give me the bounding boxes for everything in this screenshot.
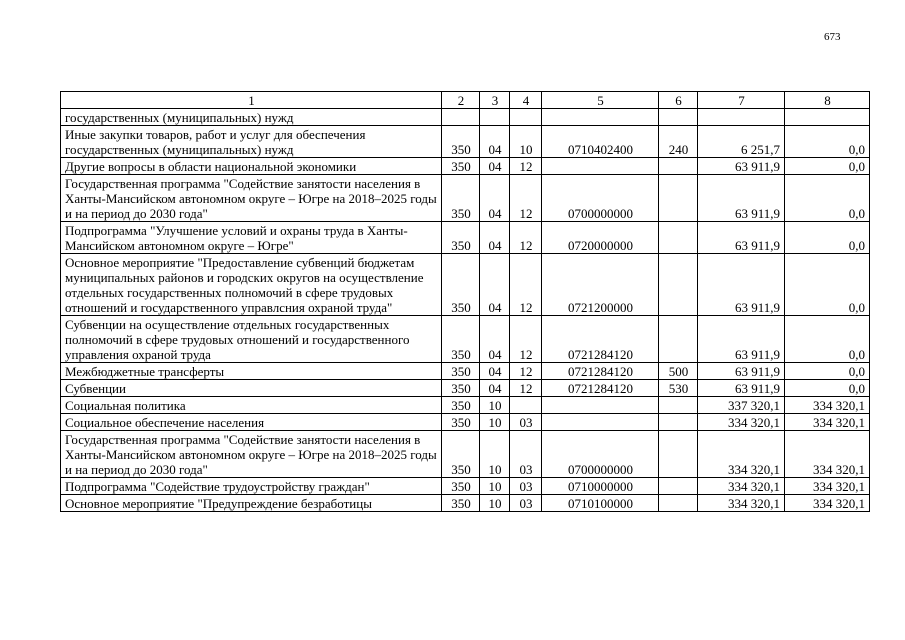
row-amount-1: 334 320,1: [698, 431, 785, 478]
row-subsection: 12: [510, 254, 542, 316]
row-amount-2: 0,0: [785, 363, 870, 380]
row-amount-2: 0,0: [785, 158, 870, 175]
row-expense-type: 500: [659, 363, 698, 380]
row-admin-code: [442, 109, 480, 126]
table-row: [61, 316, 870, 363]
row-amount-2: 0,0: [785, 126, 870, 158]
header-cell-5: 5: [542, 92, 659, 109]
row-name: Подпрограмма "Улучшение условий и охраны труда в Ханты-Мансийском автономном округе – Югре": [61, 222, 442, 254]
page-number: 673: [824, 31, 841, 43]
row-target-article: [542, 158, 659, 175]
row-section: 04: [480, 316, 510, 363]
row-amount-2: 334 320,1: [785, 397, 870, 414]
row-amount-1: 6 251,7: [698, 126, 785, 158]
row-expense-type: [659, 397, 698, 414]
row-target-article: 0721284120: [542, 380, 659, 397]
row-amount-1: [698, 109, 785, 126]
row-target-article: [542, 109, 659, 126]
row-subsection: 10: [510, 126, 542, 158]
row-admin-code: 350: [442, 495, 480, 512]
row-section: 10: [480, 478, 510, 495]
row-name: Социальная политика: [61, 397, 442, 414]
row-target-article: 0700000000: [542, 175, 659, 222]
table-row: [61, 495, 870, 512]
row-admin-code: 350: [442, 158, 480, 175]
header-cell-4: 4: [510, 92, 542, 109]
row-section: 04: [480, 363, 510, 380]
table-row: [61, 478, 870, 495]
row-name: Иные закупки товаров, работ и услуг для обеспечения государственных (муниципальных) нужд: [61, 126, 442, 158]
row-amount-1: 63 911,9: [698, 254, 785, 316]
row-name: Подпрограмма "Содействие трудоустройству граждан": [61, 478, 442, 495]
row-target-article: 0721284120: [542, 316, 659, 363]
row-amount-2: 334 320,1: [785, 495, 870, 512]
row-target-article: 0721284120: [542, 363, 659, 380]
row-section: 10: [480, 431, 510, 478]
row-name: Государственная программа "Содействие занятости населения в Ханты-Мансийском автономном округе – Югре на 2018–2025 годы и на период до 2030 года": [61, 431, 442, 478]
row-section: 04: [480, 175, 510, 222]
row-subsection: 03: [510, 495, 542, 512]
row-section: 10: [480, 495, 510, 512]
row-name: Социальное обеспечение населения: [61, 414, 442, 431]
row-admin-code: 350: [442, 431, 480, 478]
row-expense-type: [659, 222, 698, 254]
row-admin-code: 350: [442, 126, 480, 158]
row-target-article: [542, 397, 659, 414]
row-amount-1: 63 911,9: [698, 175, 785, 222]
row-expense-type: [659, 478, 698, 495]
row-subsection: 12: [510, 380, 542, 397]
row-target-article: 0710100000: [542, 495, 659, 512]
row-amount-1: 334 320,1: [698, 478, 785, 495]
table-row: [61, 414, 870, 431]
row-expense-type: [659, 254, 698, 316]
row-subsection: 12: [510, 175, 542, 222]
row-section: 04: [480, 158, 510, 175]
row-admin-code: 350: [442, 254, 480, 316]
row-section: 04: [480, 126, 510, 158]
row-amount-2: 334 320,1: [785, 431, 870, 478]
budget-table: [60, 91, 870, 512]
row-subsection: 12: [510, 222, 542, 254]
table-row: [61, 109, 870, 126]
row-admin-code: 350: [442, 363, 480, 380]
row-amount-2: 0,0: [785, 222, 870, 254]
row-name: Основное мероприятие "Предоставление субвенций бюджетам муниципальных районов и городских округов на осуществление отдельных государственных полномочий в сфере трудовых отношений и государственного управлсния охраной труда": [61, 254, 442, 316]
row-admin-code: 350: [442, 222, 480, 254]
row-target-article: 0710000000: [542, 478, 659, 495]
row-amount-2: 334 320,1: [785, 478, 870, 495]
row-expense-type: [659, 414, 698, 431]
row-amount-2: 334 320,1: [785, 414, 870, 431]
row-name: Субвенции на осуществление отдельных государственных полномочий в сфере трудовых отношений и государственного управления охраной труда: [61, 316, 442, 363]
row-name: Основное мероприятие "Предупреждение безработицы: [61, 495, 442, 512]
row-amount-1: 63 911,9: [698, 363, 785, 380]
table-header-row: [61, 92, 870, 109]
row-admin-code: 350: [442, 478, 480, 495]
row-admin-code: 350: [442, 316, 480, 363]
row-amount-1: 337 320,1: [698, 397, 785, 414]
row-amount-2: [785, 109, 870, 126]
header-cell-1: 1: [61, 92, 442, 109]
row-expense-type: [659, 316, 698, 363]
row-amount-1: 334 320,1: [698, 414, 785, 431]
row-expense-type: [659, 495, 698, 512]
row-amount-1: 63 911,9: [698, 316, 785, 363]
row-name: Государственная программа "Содействие занятости населения в Ханты-Мансийском автономном округе – Югре на 2018–2025 годы и на период до 2030 года": [61, 175, 442, 222]
row-admin-code: 350: [442, 414, 480, 431]
row-amount-2: 0,0: [785, 254, 870, 316]
row-section: 10: [480, 414, 510, 431]
row-subsection: 12: [510, 316, 542, 363]
row-amount-1: 63 911,9: [698, 222, 785, 254]
row-section: 04: [480, 222, 510, 254]
row-target-article: 0700000000: [542, 431, 659, 478]
row-expense-type: 530: [659, 380, 698, 397]
row-subsection: 03: [510, 431, 542, 478]
row-subsection: 12: [510, 158, 542, 175]
table-row: [61, 397, 870, 414]
table-row: [61, 380, 870, 397]
header-cell-6: 6: [659, 92, 698, 109]
row-target-article: 0720000000: [542, 222, 659, 254]
table-row: [61, 431, 870, 478]
header-cell-8: 8: [785, 92, 870, 109]
table-row: [61, 254, 870, 316]
row-subsection: 03: [510, 414, 542, 431]
table-row: [61, 363, 870, 380]
table-row: [61, 158, 870, 175]
row-subsection: [510, 109, 542, 126]
header-cell-3: 3: [480, 92, 510, 109]
row-expense-type: 240: [659, 126, 698, 158]
table-row: [61, 222, 870, 254]
row-admin-code: 350: [442, 380, 480, 397]
row-section: 04: [480, 254, 510, 316]
row-target-article: [542, 414, 659, 431]
row-section: [480, 109, 510, 126]
row-target-article: 0721200000: [542, 254, 659, 316]
row-amount-2: 0,0: [785, 380, 870, 397]
row-amount-2: 0,0: [785, 316, 870, 363]
row-subsection: 12: [510, 363, 542, 380]
row-name: Межбюджетные трансферты: [61, 363, 442, 380]
row-subsection: 03: [510, 478, 542, 495]
row-amount-1: 63 911,9: [698, 380, 785, 397]
row-expense-type: [659, 431, 698, 478]
header-cell-2: 2: [442, 92, 480, 109]
row-name: государственных (муниципальных) нужд: [61, 109, 442, 126]
header-cell-7: 7: [698, 92, 785, 109]
row-expense-type: [659, 109, 698, 126]
row-target-article: 0710402400: [542, 126, 659, 158]
row-section: 04: [480, 380, 510, 397]
row-admin-code: 350: [442, 175, 480, 222]
row-expense-type: [659, 175, 698, 222]
row-name: Субвенции: [61, 380, 442, 397]
row-name: Другие вопросы в области национальной экономики: [61, 158, 442, 175]
row-section: 10: [480, 397, 510, 414]
row-amount-2: 0,0: [785, 175, 870, 222]
row-subsection: [510, 397, 542, 414]
row-admin-code: 350: [442, 397, 480, 414]
row-amount-1: 63 911,9: [698, 158, 785, 175]
table-row: [61, 175, 870, 222]
table-row: [61, 126, 870, 158]
row-expense-type: [659, 158, 698, 175]
row-amount-1: 334 320,1: [698, 495, 785, 512]
